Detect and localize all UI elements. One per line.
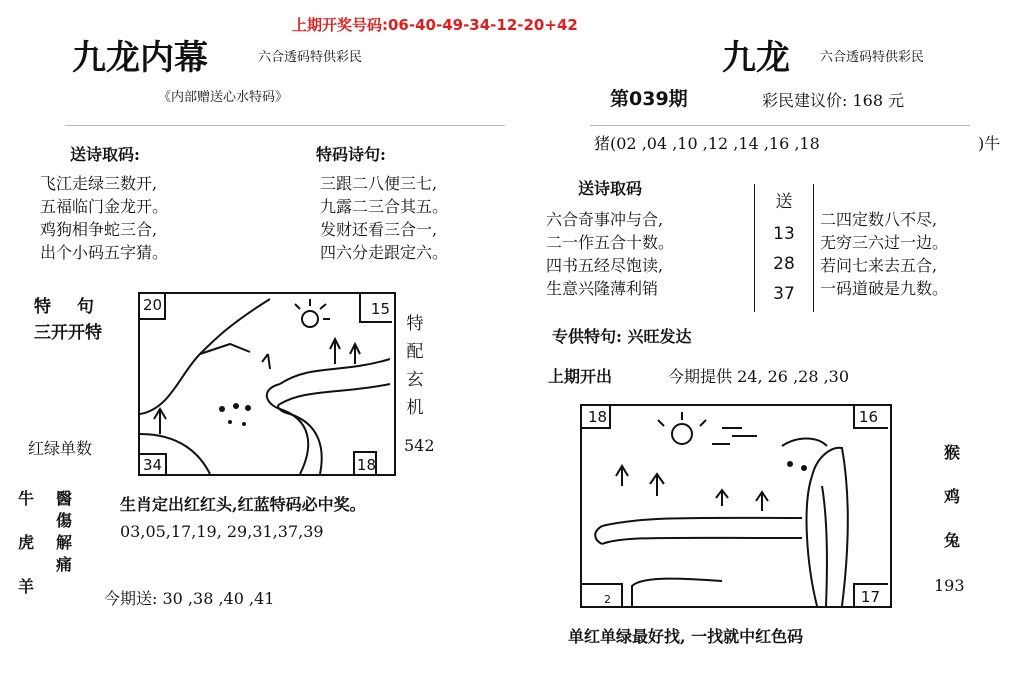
send-label: 送 — [775, 192, 793, 212]
poem-special-block — [320, 172, 448, 264]
right-pic-num-bl: 2 — [604, 593, 611, 606]
left-pic-num-br: 18 — [356, 456, 376, 474]
right-pic-num-tr: 16 — [858, 408, 878, 426]
right-poem-left — [546, 208, 674, 300]
right-poem-left-line: 二一作五合十数。 — [546, 233, 675, 252]
right-side-number: 193 — [934, 576, 965, 595]
zodiac-line: 生肖定出红红头,红蓝特码必中奖。 — [120, 495, 366, 514]
poem-send-line: 五福临门金龙开。 — [40, 197, 169, 216]
right-pic-num-tl: 18 — [588, 408, 608, 426]
send-column-frame — [754, 184, 814, 312]
poem-send-title: 送诗取码: — [70, 145, 140, 164]
left-side-number: 542 — [404, 436, 435, 455]
internal-heading: 《内部赠送心水特码》 — [158, 90, 289, 105]
issue-number: 第039期 — [610, 88, 688, 110]
poem-special-line: 四六分走跟定六。 — [320, 243, 449, 262]
send-number: 13 — [773, 224, 795, 244]
left-pic-num-tr: 15 — [370, 300, 390, 318]
medical-vertical: 醫傷解痛 — [56, 489, 73, 574]
poem-send-line: 出个小码五字猜。 — [40, 243, 169, 262]
right-sketch-illustration — [582, 406, 890, 606]
right-poem-right-line: 无穷三六过一边。 — [820, 233, 949, 252]
pig-numbers-line: 猪(02 ,04 ,10 ,12 ,14 ,16 ,18 — [594, 134, 820, 153]
poem-send-line: 鸡狗相争蛇三合, — [40, 220, 158, 239]
side-animal-rabbit: 兔 — [944, 531, 961, 550]
right-poem-right-line: 若问七来去五合, — [820, 256, 938, 275]
send-number: 28 — [773, 254, 795, 274]
poem-send-block — [40, 172, 168, 264]
right-pic-num-br: 17 — [860, 588, 880, 606]
red-green-odd: 红绿单数 — [28, 439, 93, 458]
animal-tiger: 虎 — [18, 533, 35, 552]
special-mystery-vertical: 特配玄机 — [406, 314, 424, 418]
poem-special-line: 发财还看三合一, — [320, 220, 438, 239]
right-subtitle: 六合透码特供彩民 — [820, 50, 925, 65]
send-today-line: 今期送: 30 ,38 ,40 ,41 — [104, 589, 275, 608]
poem-special-line: 九露二三合其五。 — [320, 197, 449, 216]
numbers-line: 03,05,17,19, 29,31,37,39 — [120, 522, 324, 541]
left-divider — [65, 125, 505, 126]
left-picture-frame — [138, 292, 396, 476]
bottom-line: 单红单绿最好找, 一找就中红色码 — [568, 627, 804, 646]
left-title: 九龙内幕 — [72, 38, 208, 78]
left-sketch-illustration — [140, 294, 394, 474]
right-picture-frame — [580, 404, 892, 608]
send-number: 37 — [773, 284, 795, 304]
animal-sheep: 羊 — [18, 577, 35, 596]
right-poem-right — [820, 208, 948, 300]
special-phrase-value: 三开开特 — [34, 323, 102, 343]
poem-send-line: 飞江走绿三数开, — [40, 174, 158, 193]
right-title: 九龙 — [722, 38, 790, 78]
side-animal-monkey: 猴 — [944, 443, 961, 462]
today-offer: 今期提供 24, 26 ,28 ,30 — [668, 367, 850, 386]
left-pic-num-tl: 20 — [143, 296, 163, 314]
special-phrase: 专供特句: 兴旺发达 — [552, 327, 692, 346]
cow-label: )牛 — [978, 134, 1001, 153]
right-poem-right-line: 二四定数八不尽, — [820, 210, 938, 229]
right-poem-left-line: 四书五经尽饱读, — [546, 256, 664, 275]
right-poem-left-line: 生意兴隆薄利销 — [546, 279, 659, 298]
last-draw-numbers: 06-40-49-34-12-20+42 — [388, 16, 578, 34]
left-subtitle: 六合透码特供彩民 — [258, 50, 363, 65]
last-open-label: 上期开出 — [548, 367, 613, 386]
poem-special-line: 三跟二八便三七, — [320, 174, 438, 193]
right-poem-title: 送诗取码 — [578, 179, 643, 198]
animal-cow: 牛 — [18, 489, 35, 508]
last-draw-banner — [292, 14, 578, 35]
right-divider — [590, 125, 970, 126]
suggested-price: 彩民建议价: 168 元 — [762, 91, 905, 110]
special-phrase-label: 特 句 — [34, 297, 104, 317]
right-poem-left-line: 六合奇事冲与合, — [546, 210, 664, 229]
side-animal-rooster: 鸡 — [944, 487, 961, 506]
poem-special-title: 特码诗句: — [316, 145, 386, 164]
left-pic-num-bl: 34 — [143, 456, 163, 474]
last-draw-prefix: 上期开奖号码: — [292, 16, 388, 34]
right-poem-right-line: 一码道破是九数。 — [820, 279, 949, 298]
